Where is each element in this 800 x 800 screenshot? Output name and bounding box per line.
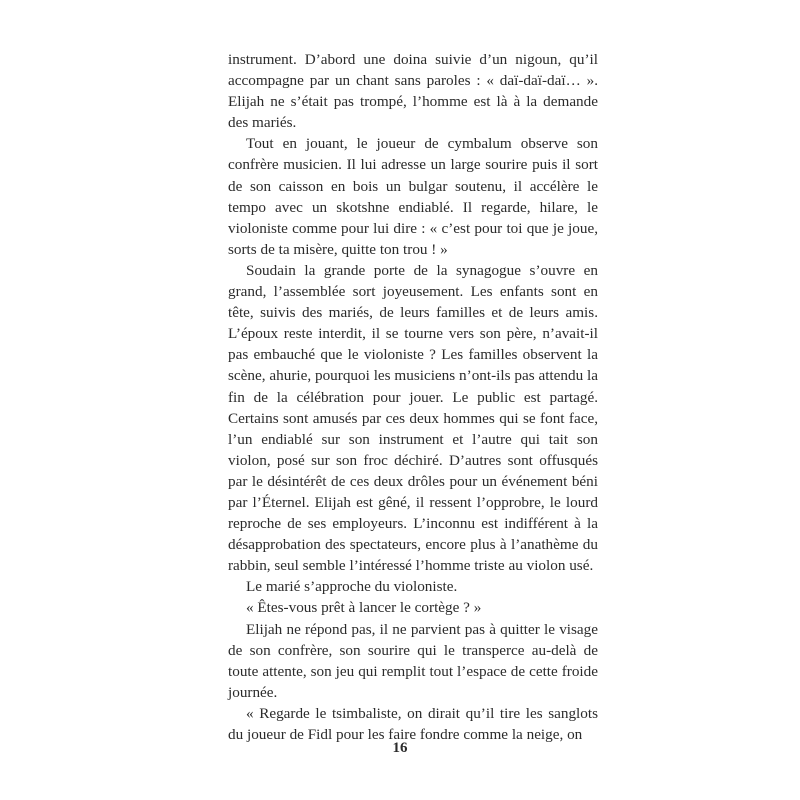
paragraph: Elijah ne répond pas, il ne parvient pas à quitter le visage de son confrère, son sourire qui le transperce au-delà de toute attente, son jeu qui remplit tout l’espace de cette froide journée. (228, 620, 598, 701)
paragraph: « Regarde le tsimbaliste, on dirait qu’il tire les sanglots du joueur de Fidl pour les faire fondre comme la neige, on (228, 704, 598, 743)
paragraph: instrument. D’abord une doina suivie d’un nigoun, qu’il accompagne par un chant sans paroles : « daï-daï-daï… ». Elijah ne s’était pas trompé, l’homme est là à la demande des mariés. (228, 51, 598, 132)
paragraph: Tout en jouant, le joueur de cymbalum observe son confrère musicien. Il lui adresse un large sourire puis il sort de son caisson en bois un bulgar soutenu, il accélère le tempo avec un skotshne endiablé. Il regarde, hilare, le violoniste comme pour lui dire : « c’est pour toi que je joue, sorts de ta misère, quitte ton trou ! » (228, 135, 598, 258)
paragraph: « Êtes-vous prêt à lancer le cortège ? » (246, 599, 482, 617)
page-number: 16 (392, 740, 408, 756)
body-text (228, 49, 598, 745)
paragraph: Le marié s’approche du violoniste. (246, 578, 458, 596)
paragraph: Soudain la grande porte de la synagogue s’ouvre en grand, l’assemblée sort joyeusement. Les enfants sont en tête, suivis des mariés, de leurs familles et de leurs amis. L’époux reste interdit, il se tourne vers son père, n’avait-il pas embauché que le violoniste ? Les familles observent la scène, ahurie, pourquoi les musiciens n’ont-ils pas attendu la fin de la célébration pour jouer. Le public est partagé. Certains sont amusés par ces deux hommes qui se font face, l’un endiablé sur son instrument et l’autre qui tait son violon, posé sur son froc déchiré. D’autres sont offusqués par le désintérêt de ces deux drôles pour un événement béni par l’Éternel. Elijah est gêné, il ressent l’opprobre, le lourd reproche de ses employeurs. L’inconnu est indifférent à la désapprobation des spectateurs, encore plus à l’anathème du rabbin, seul semble l’intéressé l’homme triste au violon usé. (228, 261, 598, 575)
